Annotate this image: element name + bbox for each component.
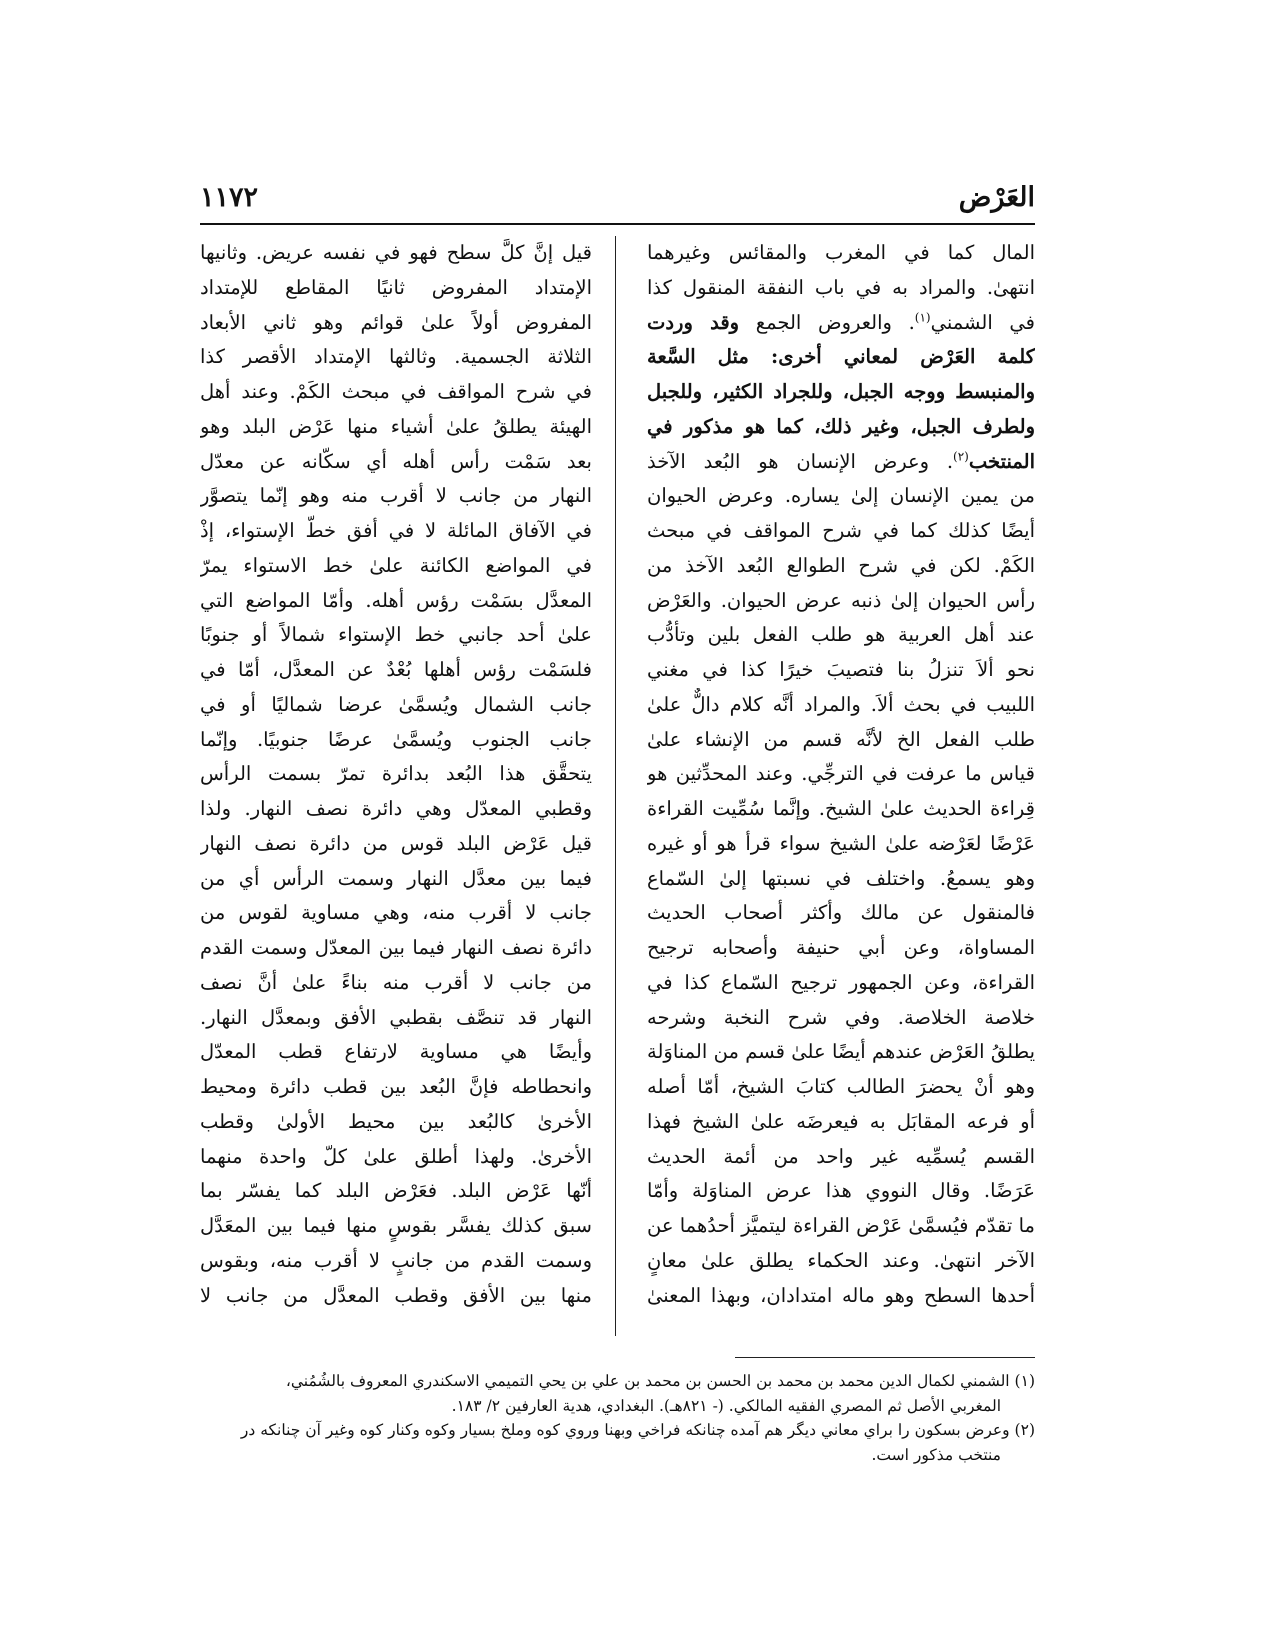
bold-text-fragment: وقد وردت — [647, 310, 740, 334]
bold-text-line: كلمة العَرْض لمعاني أخرى: مثل السَّعة — [647, 345, 1035, 369]
text-line: يتحقَّق هذا البُعد بدائرة تمرّ بسمت الرأس — [200, 762, 592, 786]
footnote-text: وعرض بسكون را براي معاني ديگر هم آمده چنانكه فراخي وبهنا وروي كوه وملخ بسيار وكوه وكنار كوه وغير آن چنانكه در — [240, 1421, 1010, 1439]
running-head — [200, 181, 1035, 221]
text-line-with-footnote-2 — [647, 445, 1035, 480]
left-column — [200, 236, 592, 1348]
header-rule — [200, 223, 1035, 225]
text-line: خلاصة الخلاصة. وفي شرح النخبة وشرحه — [647, 1005, 1035, 1029]
text-line: وأيضًا هي مساوية لارتفاع قطب المعدّل — [200, 1040, 592, 1064]
text-line: الأخرىٰ كالبُعد بين محيط الأولىٰ وقطب — [200, 1109, 592, 1133]
text-line: وقطبي المعدّل وهي دائرة نصف النهار. ولذا — [200, 797, 592, 820]
text-fragment: . وعرض الإنسان هو البُعد الآخذ — [647, 449, 954, 473]
text-line: جانب لا أقرب منه، وهي مساوية لقوس من — [200, 901, 592, 925]
text-line: من جانب لا أقرب منه بناءً علىٰ أنَّ نصف — [200, 970, 592, 994]
text-line: فيما بين معدَّل النهار وسمت الرأس أي من — [200, 866, 592, 890]
text-fragment: في الشمني — [930, 310, 1035, 334]
text-line: سبق كذلك يفسَّر بقوسٍ منها فيما بين المعَدَّل — [200, 1214, 592, 1237]
text-line: اللبيب في بحث ألاَ. والمراد أنَّه كلام دالٌّ علىٰ — [647, 692, 1035, 716]
text-line: وانحطاطه فإنَّ البُعد بين قطب دائرة ومحيط — [200, 1075, 592, 1098]
text-line: رأس الحيوان إلىٰ ذنبه عرض الحيوان. والعَرْض — [647, 588, 1035, 612]
page-number: ١١٧٢ — [200, 182, 259, 213]
text-line: انتهىٰ. والمراد به في باب النفقة المنقول كذا — [647, 275, 1035, 299]
text-line: من يمين الإنسان إلىٰ يساره. وعرض الحيوان — [647, 484, 1035, 508]
text-line: المساواة، وعن أبي حنيفة وأصحابه ترجيح — [647, 936, 1035, 959]
text-line: في المواضع الكائنة علىٰ خط الاستواء يمرّ — [200, 553, 592, 577]
footnote-rule — [735, 1357, 1035, 1358]
text-line-with-footnote-1 — [647, 306, 1035, 341]
text-line: يطلقُ العَرْض عندهم أيضًا علىٰ قسم من المناوَلة — [647, 1040, 1035, 1064]
text-line: نحو ألاَ تنزلُ بنا فتصيبَ خيرًا كذا في مغني — [647, 658, 1035, 681]
text-line: الآخر انتهىٰ. وعند الحكماء يطلق علىٰ معانٍ — [647, 1248, 1035, 1272]
footnote-marker: (١) — [1014, 1372, 1035, 1390]
text-line: جانب الجنوب ويُسمَّىٰ عرضًا جنوبيًا. وإنّما — [200, 727, 592, 751]
text-line: طلب الفعل الخ لأنَّه قسم من الإنشاء علىٰ — [647, 727, 1035, 751]
footnote-ref-2[interactable]: (٢) — [953, 449, 969, 463]
text-line: الثلاثة الجسمية. وثالثها الإمتداد الأقصر كذا — [200, 345, 592, 369]
text-line: في الآفاق المائلة لا في أفق خطّ الإستواء، إذْ — [200, 519, 592, 542]
text-line: المال كما في المغرب والمقائس وغيرهما — [647, 241, 1035, 264]
footnote-line — [200, 1369, 1035, 1394]
text-line: القسم يُسمِّيه غير واحد من أئمة الحديث — [647, 1144, 1035, 1168]
text-line: النهار قد تنصَّف بقطبي الأفق وبمعدَّل النهار. — [200, 1005, 592, 1029]
bold-text-fragment: المنتخب — [968, 449, 1035, 473]
text-line: الإمتداد المفروض ثانيًا المقاطع للإمتداد — [200, 275, 592, 299]
text-line: أو فرعه المقابَل به فيعرضَه علىٰ الشيخ فهذا — [647, 1109, 1035, 1133]
text-fragment: . والعروض الجمع — [739, 310, 915, 334]
text-line: وهو أنْ يحضرَ الطالب كتابَ الشيخ، أمّا أصله — [647, 1075, 1035, 1098]
text-line: وهو يسمعُ. واختلف في نسبتها إلىٰ السّماع — [647, 866, 1035, 890]
text-line: جانب الشمال ويُسمَّىٰ عرضا شماليًا أو في — [200, 692, 592, 716]
right-column — [647, 236, 1035, 1348]
footnote-text: الشمني لكمال الدين محمد بن محمد بن الحسن بن محمد بن علي بن يحي التميمي الاسكندري المعروف بالشُمُني، — [285, 1372, 1010, 1390]
column-divider — [615, 236, 616, 1336]
text-line: قِراءة الحديث علىٰ الشيخ. وإنَّما سُمِّيت القراءة — [647, 797, 1035, 820]
footnote-1 — [200, 1369, 1035, 1418]
text-line: دائرة نصف النهار فيما بين المعدّل وسمت القدم — [200, 936, 592, 959]
text-line: أيضًا كذلك كما في شرح المواقف في مبحث — [647, 519, 1035, 542]
text-line: المعدَّل بسَمْت رؤس أهله. وأمّا المواضع التي — [200, 588, 592, 612]
text-line: فالمنقول عن مالك وأكثر أصحاب الحديث — [647, 901, 1035, 925]
text-line: فلسَمْت رؤس أهلها بُعْدٌ عن المعدَّل، أمّا في — [200, 658, 592, 681]
text-line: الأخرىٰ. ولهذا أطلق علىٰ كلّ واحدة منهما — [200, 1144, 592, 1168]
bold-text-line: والمنبسط ووجه الجبل، وللجراد الكثير، وللجبل — [647, 380, 1035, 403]
text-line: علىٰ أحد جانبي خط الإستواء شمالاً أو جنوبًا — [200, 623, 592, 647]
text-line: الكَمْ. لكن في شرح الطوالع البُعد الآخذ من — [647, 553, 1035, 577]
text-line: وسمت القدم من جانبٍ لا أقرب منه، وبقوس — [200, 1248, 592, 1272]
text-line: عَرْضًا لعَرْضه علىٰ الشيخ سواء قرأ هو أو غيره — [647, 831, 1035, 855]
text-line: قيل عَرْض البلد قوس من دائرة نصف النهار — [200, 831, 592, 855]
text-line: في شرح المواقف في مبحث الكَمْ. وعند أهل — [200, 380, 592, 403]
text-line: قياس ما عرفت في الترجِّي. وعند المحدِّثين هو — [647, 762, 1035, 786]
bold-text-line: ولطرف الجبل، وغير ذلك، كما هو مذكور في — [647, 414, 1035, 438]
footnotes — [200, 1369, 1035, 1467]
text-line: بعد سَمْت رأس أهله أي سكّانه عن معدّل — [200, 449, 592, 473]
text-line: الهيئة يطلقُ علىٰ أشياء منها عَرْض البلد وهو — [200, 414, 592, 438]
footnote-ref-1[interactable]: (١) — [914, 310, 931, 324]
running-title: العَرْض — [958, 182, 1035, 213]
text-line: عَرَضًا. وقال النووي هذا عرض المناوَلة وأمّا — [647, 1179, 1035, 1203]
text-line: أحدها السطح وهو ماله امتدادان، وبهذا المعنىٰ — [647, 1283, 1035, 1307]
footnote-line: منتخب مذكور است. — [871, 1445, 1001, 1464]
text-line: النهار من جانب لا أقرب منه وهو إنّما يتصوَّر — [200, 484, 592, 508]
footnote-line: المغربي الأصل ثم المصري الفقيه المالكي. (- ٨٢١هـ). البغدادي، هدية العارفين ٢/ ١٨٣. — [451, 1396, 1001, 1415]
text-line: القراءة، وعن الجمهور ترجيح السّماع كذا في — [647, 970, 1035, 994]
text-line: منها بين الأفق وقطب المعدَّل من جانب لا — [200, 1283, 592, 1307]
footnote-line — [200, 1418, 1035, 1443]
text-line: عند أهل العربية هو طلب الفعل بلين وتأدُّب — [647, 623, 1035, 647]
text-line: قيل إنَّ كلَّ سطح فهو في نفسه عريض. وثانيها — [200, 241, 592, 264]
text-line: المفروض أولاً علىٰ قوائم وهو ثاني الأبعاد — [200, 310, 592, 334]
text-line: ما تقدّم فيُسمَّىٰ عَرْض القراءة ليتميَّز أحدُهما عن — [647, 1214, 1035, 1237]
footnote-marker: (٢) — [1014, 1421, 1035, 1439]
text-line: أنّها عَرْض البلد. فعَرْض البلد كما يفسّر بما — [200, 1179, 592, 1203]
footnote-2 — [200, 1418, 1035, 1467]
